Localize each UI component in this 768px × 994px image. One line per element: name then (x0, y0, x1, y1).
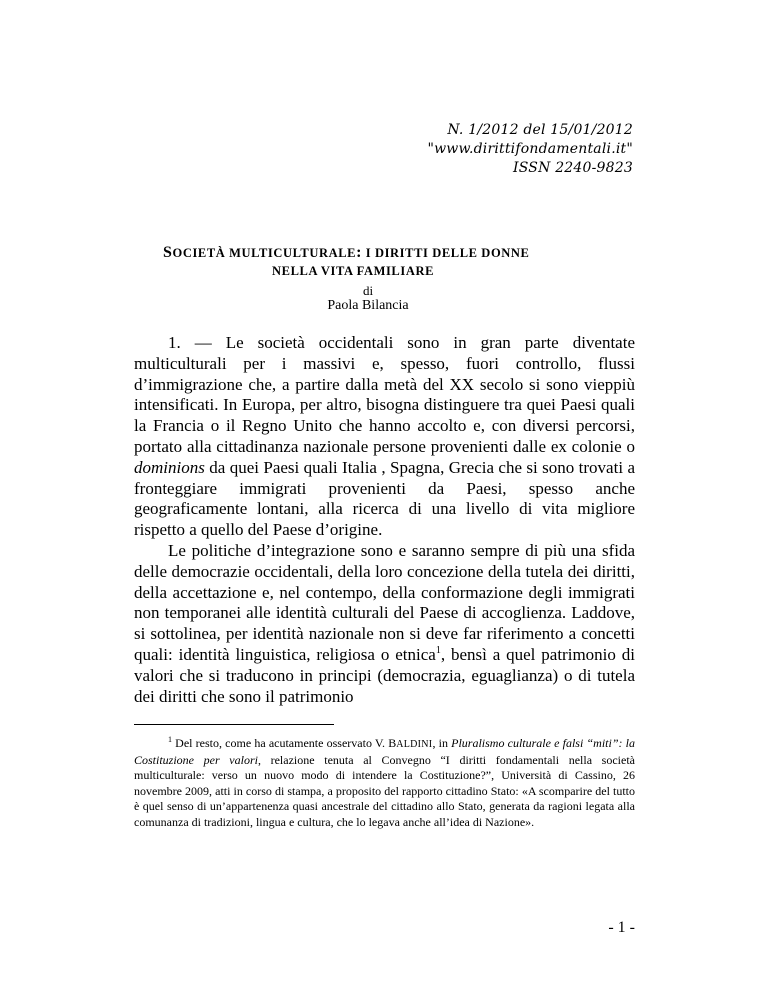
author-name: Paola Bilancia (327, 298, 409, 313)
website-line: "www.dirittifondamentali.it" (427, 141, 633, 157)
page-number: - 1 - (608, 919, 635, 936)
paragraph-2-end: , bensì a quel patrimonio di valori che si traducono in principi (democrazia, eguaglianza) o di tutela dei diritti che sono il patrimonio (134, 644, 635, 706)
issue-line: N. 1/2012 del 15/01/2012 (447, 122, 633, 138)
paragraph-1-end: da quei Paesi quali Italia , Spagna, Grecia che si sono trovati a fronteggiare immigrati provenienti da Paesi, spesso anche geograficamente lontani, alla ricerca di una livello di vita migliore rispetto a quello del Paese d’origine. (134, 457, 635, 540)
footnote (134, 736, 635, 830)
footnote-reference[interactable]: 1 (435, 644, 441, 656)
paragraph-2-text: Le politiche d’integrazione sono e saranno sempre di più una sfida delle democrazie occidentali, della loro concezione della tutela dei diritti, della accettazione e, nel contempo, della conformazione degli immigrati non temporanei alle identità culturali del Paese di accoglienza. Laddove, si sottolinea, per identità nazionale non si deve far riferimento a concetti quali: identità linguistica, religiosa o etnica (134, 540, 635, 664)
footnote-text-2: , in (432, 736, 452, 750)
paragraph-1-italic: dominions (134, 457, 205, 477)
footnote-1 (134, 736, 635, 830)
byline-di: di (362, 283, 374, 298)
title-colon: : (356, 244, 363, 261)
footnote-divider (134, 724, 334, 725)
footnote-marker: 1 (168, 735, 172, 744)
paragraph-1 (134, 333, 635, 541)
footnote-cited-title: Pluralismo culturale e falsi “miti”: la Costituzione per valori (134, 736, 635, 767)
footnote-text-1: Del resto, come ha acutamente osservato V. B (172, 736, 397, 750)
paragraph-2 (134, 541, 635, 707)
footnote-text-3: , relazione tenuta al Convegno “I diritti fondamentali nella società multiculturale: verso un nuovo modo di intendere la Costituzione?”, Università di Cassino, 26 novembre 2009, atti in corso di stampa, a proposito del rapporto cittadino Stato: «A scomparire del tutto è quel senso di un’appartenenza quasi ancestrale del cittadino allo Stato, generata da ragioni legata alla comunanza di tradizioni, lingua e cultura, che lo legava anche all’idea di Nazione». (134, 752, 636, 829)
title-word-1: OCIETÀ MULTICULTURALE (172, 246, 357, 260)
paragraph-1-text: 1. — Le società occidentali sono in gran parte diventate multiculturali per i massivi e, spesso, fuori controllo, flussi d’immigrazione che, a partire dalla metà del XX secolo si sono vieppiù intensificati. In Europa, per altro, bisogna distinguere tra quei Paesi quali la Francia o il Regno Unito che hanno accolto e, con diversi percorsi, portato alla cittadinanza nazionale persone provenienti dalle ex colonie o (134, 333, 635, 456)
footnote-author: ALDINI (396, 739, 433, 750)
article-body (134, 333, 635, 707)
journal-header (427, 121, 633, 178)
article-title (163, 244, 529, 262)
title-initial: S (163, 244, 173, 261)
title-word-2: I DIRITTI DELLE DONNE (362, 246, 530, 260)
article-title-line2: NELLA VITA FAMILIARE (272, 264, 435, 278)
issn-line: ISSN 2240-9823 (513, 160, 633, 176)
